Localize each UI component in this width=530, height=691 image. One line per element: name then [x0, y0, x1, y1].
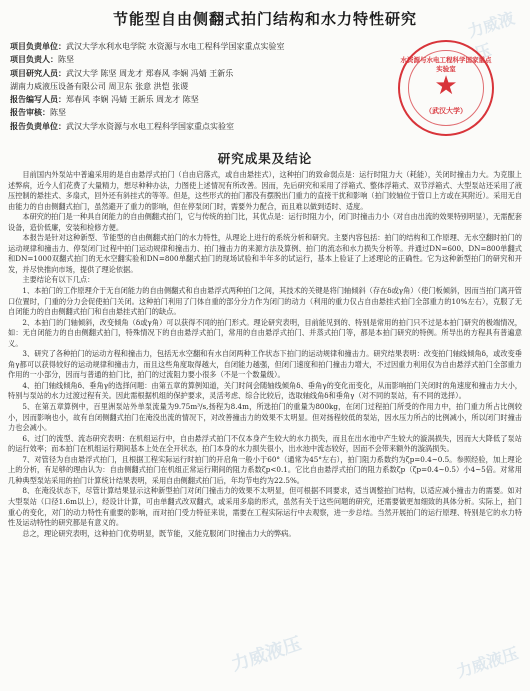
info-value: 湖南力威液压设备有限公司 周卫东 张意 洪恺 张谡	[10, 81, 189, 91]
info-value: 武汉大学水利水电学院 水资源与水电工程科学国家重点实验室	[66, 42, 285, 51]
seal-ring-text: 水资源与水电工程科学国家重点实验室	[400, 56, 492, 73]
paragraph: 本报告是针对这种新型、节能型的自由侧翻式拍门的水力特性，从理论上进行的系统分析和研究。主要内容包括：拍门的结构和工作原理、无水空翻时拍门的运动规律和撞击力、停泵闭门过程中拍门运动规律和撞击力、拍门撞击力的来源方法及算例、拍门的流态和水力损失分析等。并通过DN=600、DN=800单翻式和DN=1000双翻式拍门的无水空翻实验和DN=800单翻式拍门的现场试验和半年多的试运行，基本上验证了上述理论的正确性。它为这种新型拍门的研究和开发，并尽快推向市场，提供了理论依据。	[8, 233, 522, 274]
info-row-researchers	[10, 67, 405, 80]
info-label: 报告编写人员：	[10, 94, 66, 105]
info-label: 报告负责单位：	[10, 120, 66, 131]
info-row-writers	[10, 93, 405, 106]
body-text	[8, 170, 522, 539]
paragraph: 5、在第五章算例中，百里洲泵站外单泵流量为9.75m³/s,扬程为8.4m，所选拍门的重量为800kg，在闭门过程拍门所受的作用力中，拍门重力所占比例较小，因而影响也小，故有自闭侧翻式拍门在淹没出流的情况下，对改善撞击力的效果不太明显。但对扬程较低的泵站，因水压力所占的比例减小，所以闭门时撞击力也会减小。	[8, 402, 522, 433]
info-row-report-unit	[10, 120, 405, 133]
watermark: 力威液压	[465, 8, 517, 64]
info-label: 报告审核：	[10, 107, 50, 118]
paragraph: 4、拍门轴线倾角δ、垂角γ的选择问题：由第五章的算例知道，关门时间会随轴线倾角δ、垂角γ的变化而变化，从而影响拍门关闭时的角速度和撞击力大小，特别与泵站的水力过渡过程有关。因此需根据机组的保护要求，灵活考虑、综合比较后，选取轴线角δ和垂角γ（对不同的泵站，有不同的选择）。	[8, 380, 522, 401]
paragraph: 7、对管径为自由悬浮式拍门，且根据工程实际运行时拍门的开启角一般小于60°（通常为45°左右），拍门阻力系数约为ζp=0.4~0.5。参照经验，加上理论上的分析，有足够的理由认为：自由侧翻式拍门在机组正常运行期间的阻力系数ζp<0.1。它比自由悬浮式拍门的阻力系数ζp（ζp=0.4~0.5）小4~5倍。对常用几种典型泵站采用的拍门计算统计结果表明，采用自由侧翻式拍门后，年均节电约为22.5%。	[8, 454, 522, 485]
info-value: 陈坚	[58, 55, 74, 65]
info-label: 项目研究人员：	[10, 67, 66, 78]
watermark: 力威液压	[453, 643, 521, 682]
info-value: 武汉大学水资源与水电工程科学国家重点实验室	[66, 121, 234, 131]
info-value: 郑春风 李娴 冯婧 王新乐 周龙才 陈坚	[66, 95, 199, 105]
star-icon: ★	[434, 71, 458, 101]
info-row-researchers-2	[10, 80, 405, 93]
info-value: 武汉大学 陈坚 周龙才 郑春风 李娴 冯婧 王新乐	[66, 68, 234, 78]
info-row-leader	[10, 53, 405, 66]
document-title: 节能型自由侧翻式拍门结构和水力特性研究	[112, 10, 417, 28]
info-value: 陈坚	[50, 108, 66, 118]
official-seal	[398, 40, 494, 136]
paragraph: 2、本拍门的门轴倾斜，改变倾角（δ或γ角）可以获得不同的拍门形式。理论研究表明，目前能见到的、特别是常用的拍门只不过是本拍门研究的极端情况，如：无自闭能力的自由侧翻式拍门，特殊情况下的自由悬浮式拍门，常用的自由悬浮式拍门、并蒸式拍门等，都是本拍门研究的特例。所导出的方程具有普遍意义。	[8, 317, 522, 348]
paragraph: 6、过门的流型、流态研究表明：在机组运行中，自由悬浮式拍门不仅本身产生较大的水力损失，而且在出水池中产生较大的漩涡损失，因而大大降低了泵站的运行效率；而本拍门在机组运行期间基本上处在全开状态，拍门本身的水力损失很小，出水池中流态较好，因而不会带来额外的漩涡损失。	[8, 433, 522, 454]
info-row-reviewer	[10, 106, 405, 119]
watermark: 力威液压	[228, 633, 304, 676]
seal-sub-text: （武汉大学）	[425, 106, 467, 115]
paragraph: 1、本拍门的工作原理介于无自闭能力的自由侧翻式和自由悬浮式两种拍门之间，其技术的关键是将门轴倾斜（存在δ或γ角）（使门板倾斜，因而当拍门离开管口位置时，门重的分力会促使拍门关闭。这种拍门利用了门体自重的部分分力作为闭门的动力（利用的重力仅占自由悬挂式拍门全部重力的10%左右），克服了无自闭能力的自由侧翻式拍门和自由悬挂式拍门的缺点。	[8, 286, 522, 317]
paragraph: 本研究的拍门是一种具自闭能力的自由侧翻式拍门，它与传统的拍门比，其优点是：运行时阻力小，闭门时撞击力小（对自由出流的效果特别明显），无需配套设备，造价低廉，安装和检修方便。	[8, 212, 522, 232]
info-row-unit	[10, 40, 405, 53]
paragraph: 主要结论有以下几点：	[22, 275, 95, 285]
paragraph: 3、研究了各种拍门的运动方程和撞击力，包括无水空翻和有水自闭两种工作状态下拍门的运动规律和撞击力。研究结果表明：改变拍门轴线倾角δ，或改变垂角γ都可以获得较好的运动规律和撞击力，而且这些角度取得越大，自闭能力越强，但闭门速度和拍门撞击力增大，不过因重力利用仅为自由悬浮式拍门全部重力作用的一小部分，因而与普通的拍门比，拍门的过流阻力要小很多（不是一个数量级）。	[8, 349, 522, 380]
paragraph: 8、在淹没状态下，尽管计算结果显示这种新型拍门对闭门撞击力的效果不太明显，但可根据不同要求，适当调整拍门结构，以适应减小撞击力的需要。如对大型泵站（口径1.6m以上），经设计计算，可由单翻式改双翻式，或采用多扇的形式，虽然有关于这些问题的研究，还需要做更加细致的具体分析。实际上，拍门重心的变化，对门的动力特性有重要的影响，而对拍门受力特征来说，需要在工程实际运行中去观察，进一步总结。当然开展拍门的运行原理、特别是它的水力特性及运动特性的研究都是有意义的。	[8, 486, 522, 528]
info-label: 项目负责人：	[10, 54, 58, 65]
paragraph: 总之，理论研究表明，这种拍门优势明显，既节能，又能克服闭门时撞击力大的弊病。	[22, 528, 296, 538]
paragraph: 目前国内外泵站中普遍采用的是自由悬浮式拍门（自由启落式，或自由悬挂式），这种拍门的致命弱点是：运行时阻力大（耗能），关闭时撞击力大。为克服上述弊病，近今人们花费了大量精力，想尽种种办法，力图使上述情况有所改善。因而，先后研究和采用了浮箱式、整体浮箱式、双节浮箱式、大型泵站还采用了液压控制的悬挂式、多扇式，回外还有斜挂式的等等。但是，这些形式的拍门都没有摆脱出门重力的直接干扰和影响（拍门较轴位于管口上方或在其附近）。采用无自由能力的自由侧翻式拍门，虽然避开了重力的影响，但在停泵闭门时，需要外力配合，而且难以做到适时、适度。	[8, 170, 522, 211]
project-info	[10, 40, 405, 133]
info-label: 项目负责单位：	[10, 41, 66, 51]
section-title: 研究成果及结论	[217, 151, 313, 166]
